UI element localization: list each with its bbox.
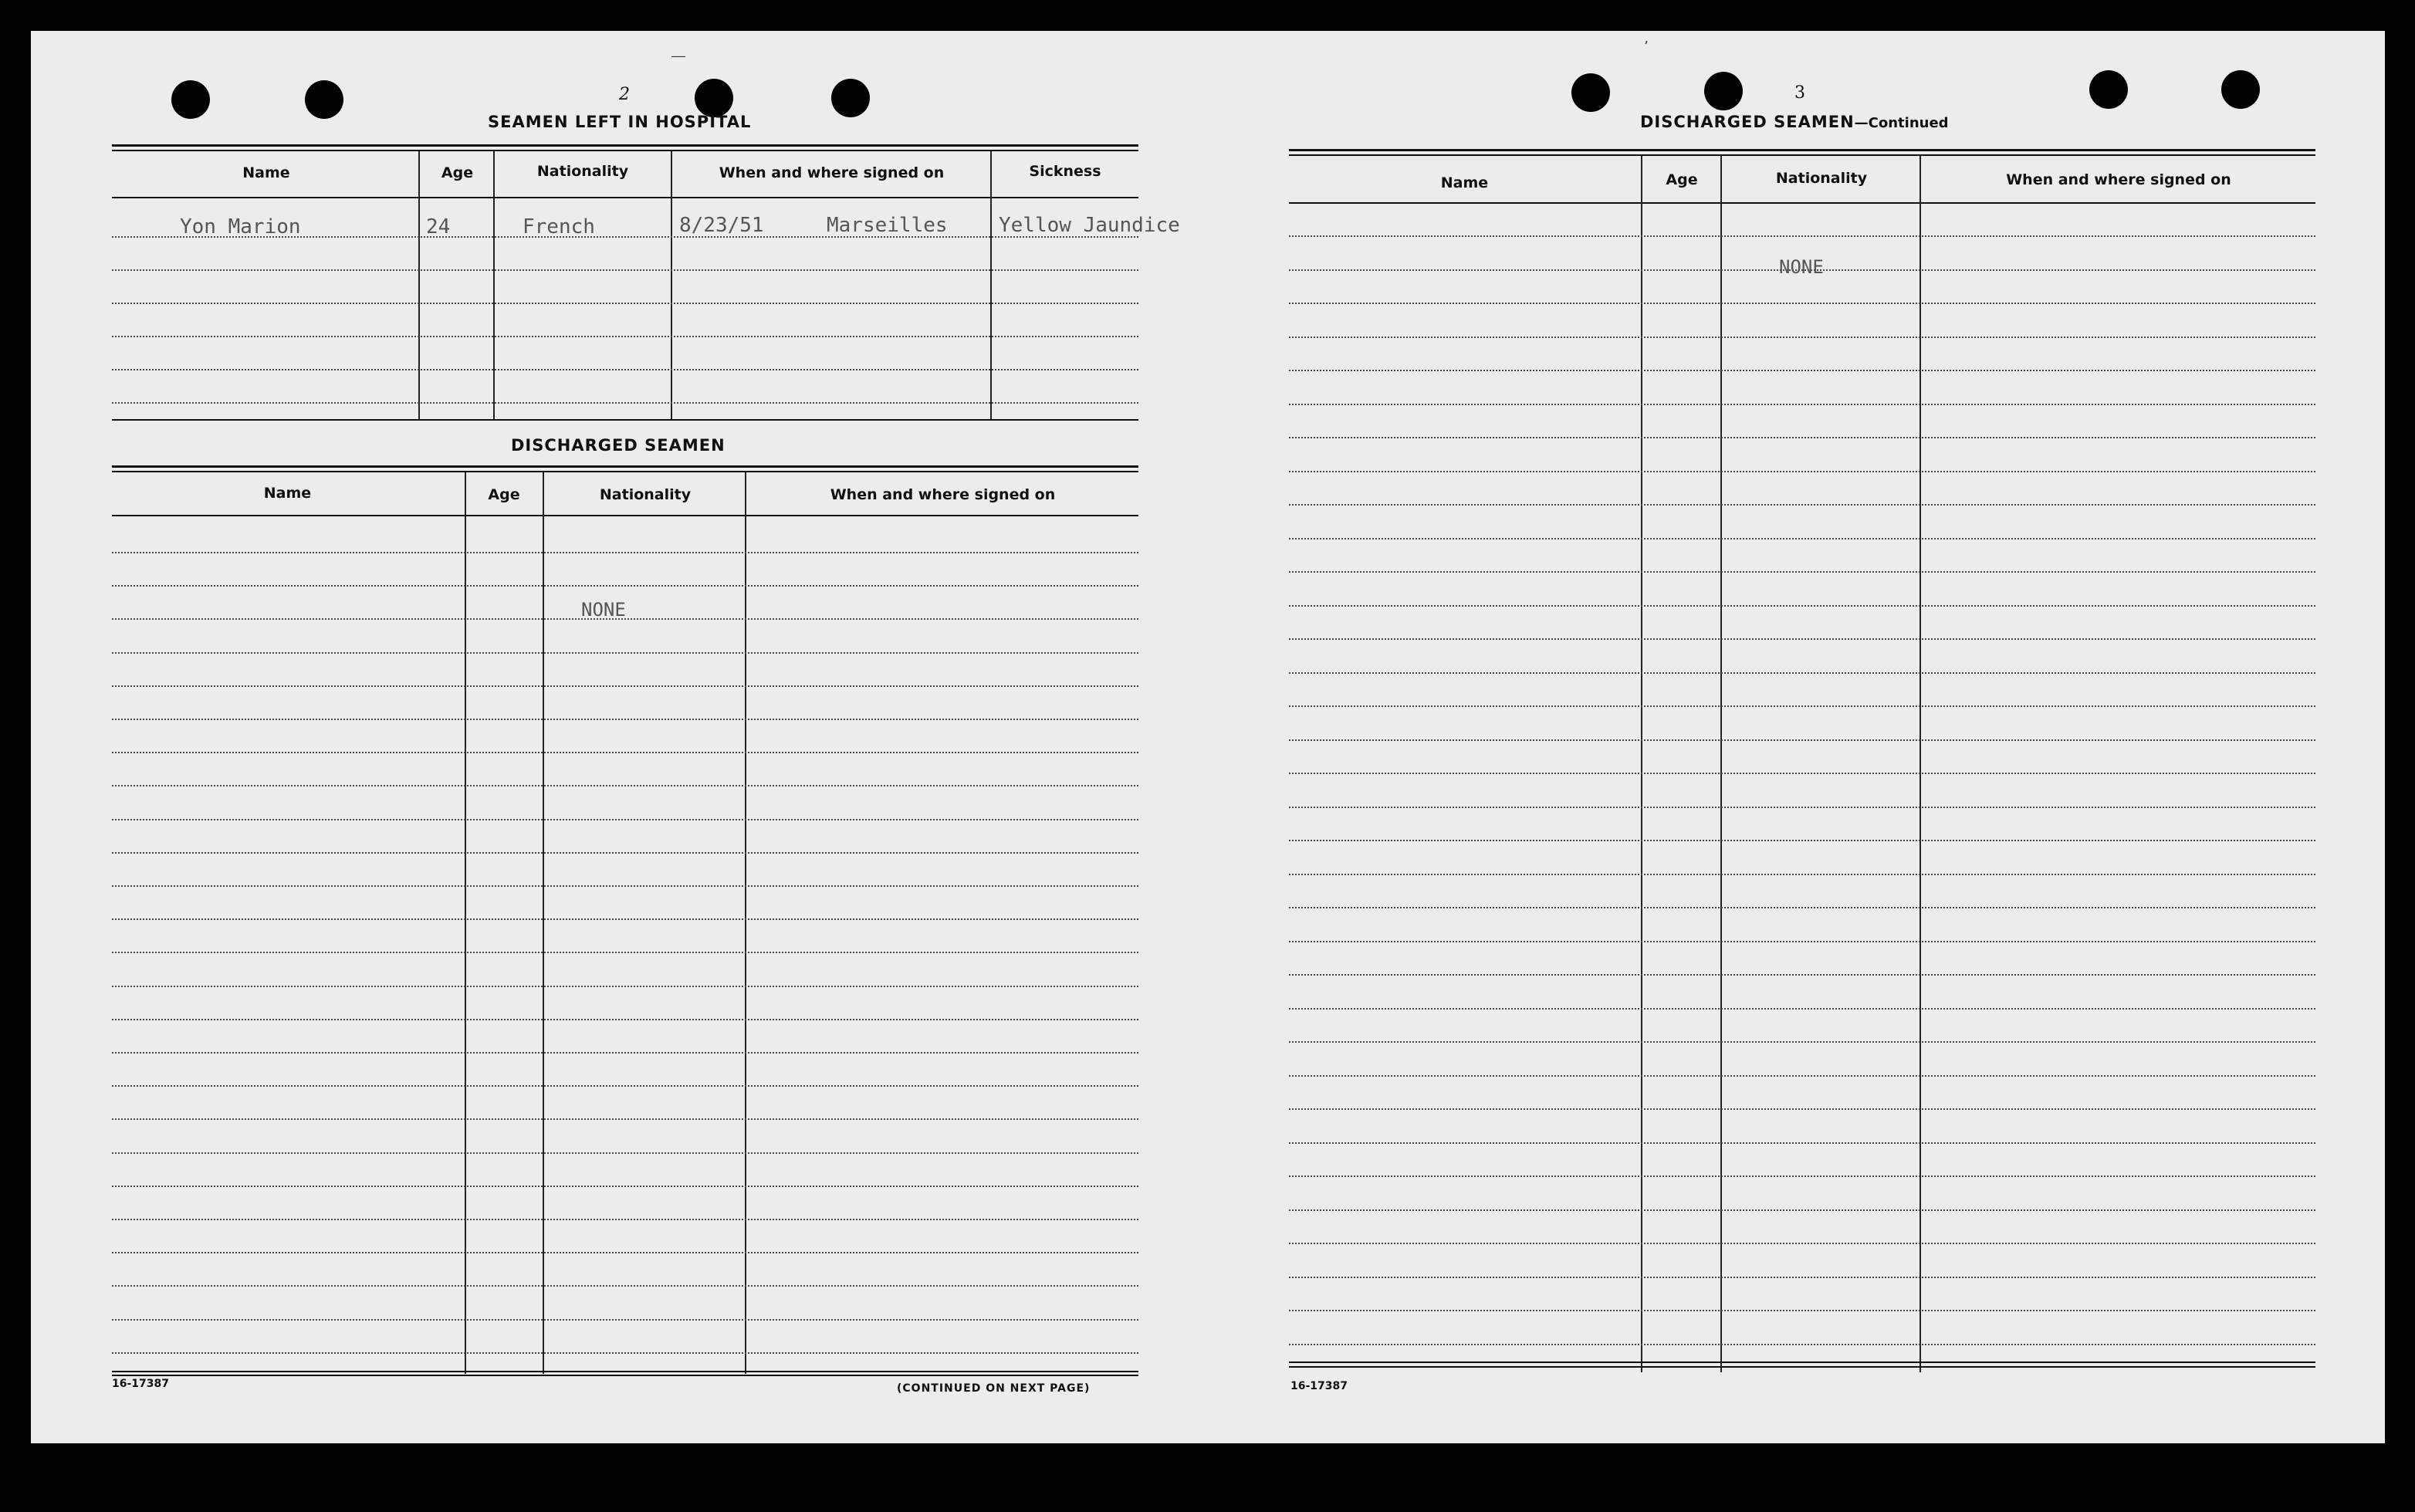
ruled-line xyxy=(112,1252,1138,1253)
ruled-line xyxy=(112,369,1138,370)
punch-hole xyxy=(1704,72,1743,110)
ruled-line xyxy=(1289,303,2315,304)
punch-hole xyxy=(1571,73,1610,112)
table-bottom-rule xyxy=(1289,1366,2315,1368)
ruled-line xyxy=(1289,1277,2315,1278)
form-sheet xyxy=(31,31,2385,1443)
page-number-right: 3 xyxy=(1794,83,1805,103)
entry-nationality: French xyxy=(523,215,595,238)
ruled-line xyxy=(1289,1041,2315,1043)
ruled-line xyxy=(112,952,1138,953)
ruled-line xyxy=(1289,705,2315,707)
entry-date: 8/23/51 xyxy=(679,214,764,237)
col-header-age: Age xyxy=(1666,171,1698,188)
table-top-rule xyxy=(112,144,1138,147)
col-header-sickness: Sickness xyxy=(1029,163,1101,180)
ruled-line xyxy=(112,819,1138,820)
table-bottom-rule xyxy=(112,419,1138,421)
ruled-line xyxy=(112,1352,1138,1354)
right-title-main: DISCHARGED SEAMEN xyxy=(1640,113,1855,131)
ruled-line xyxy=(1289,1209,2315,1211)
ruled-line xyxy=(112,1085,1138,1087)
ruled-line xyxy=(1289,605,2315,607)
entry-place: Marseilles xyxy=(827,214,948,237)
column-divider xyxy=(671,151,672,420)
column-divider xyxy=(1919,156,1921,1372)
col-header-name: Name xyxy=(263,485,312,502)
ruled-line xyxy=(1289,974,2315,976)
ruled-line xyxy=(112,1019,1138,1020)
ruled-line xyxy=(1289,638,2315,640)
ruled-line xyxy=(112,1319,1138,1321)
ruled-line xyxy=(1289,1108,2315,1110)
column-divider xyxy=(493,151,495,420)
header-rule xyxy=(112,515,1138,516)
punch-hole xyxy=(305,80,343,119)
ruled-line xyxy=(1289,807,2315,808)
column-divider xyxy=(1720,156,1722,1372)
ruled-line xyxy=(1289,1075,2315,1077)
right-title-suffix: —Continued xyxy=(1854,115,1949,131)
entry-name: Yon Marion xyxy=(180,215,301,238)
table-bottom-rule xyxy=(112,1371,1138,1372)
entry-age: 24 xyxy=(426,215,451,238)
ruled-line xyxy=(112,752,1138,753)
form-number-left: 16-17387 xyxy=(112,1378,169,1390)
ruled-line xyxy=(112,269,1138,271)
ruled-line xyxy=(1289,1344,2315,1345)
punch-hole xyxy=(2221,70,2260,109)
ruled-line xyxy=(112,336,1138,337)
ruled-line xyxy=(1289,404,2315,405)
ruled-line xyxy=(112,303,1138,304)
table-bottom-rule xyxy=(112,1375,1138,1376)
ruled-line xyxy=(1289,1175,2315,1177)
ruled-line xyxy=(1289,874,2315,875)
ruled-line xyxy=(1289,504,2315,506)
ruled-line xyxy=(112,1052,1138,1054)
ruled-line xyxy=(1289,1008,2315,1010)
table-top-rule xyxy=(112,465,1138,468)
stray-mark: ― xyxy=(671,48,685,64)
stray-mark: ’ xyxy=(1644,39,1649,55)
ruled-line xyxy=(1289,538,2315,540)
ruled-line xyxy=(1289,1310,2315,1311)
ruled-line xyxy=(1289,1142,2315,1144)
discharged-entry-none: NONE xyxy=(581,599,626,621)
page-number-left: 2 xyxy=(619,85,630,104)
ruled-line xyxy=(1289,773,2315,774)
ruled-line xyxy=(1289,471,2315,472)
table-top-rule xyxy=(112,471,1138,472)
ruled-line xyxy=(1289,907,2315,908)
ruled-line xyxy=(112,785,1138,786)
entry-sickness: Yellow Jaundice xyxy=(999,214,1180,237)
punch-hole xyxy=(831,79,870,117)
column-divider xyxy=(990,151,992,420)
ruled-line xyxy=(1289,840,2315,841)
right-section-title xyxy=(1640,113,1949,131)
ruled-line xyxy=(112,685,1138,687)
ruled-line xyxy=(112,552,1138,553)
column-divider xyxy=(1641,156,1642,1372)
column-divider xyxy=(543,472,544,1374)
col-header-when-where: When and where signed on xyxy=(830,486,1056,503)
ruled-line xyxy=(1289,235,2315,237)
ruled-line xyxy=(1289,941,2315,942)
col-header-when-where: When and where signed on xyxy=(719,164,945,181)
column-divider xyxy=(745,472,746,1374)
col-header-name: Name xyxy=(1440,174,1489,191)
table-bottom-rule xyxy=(1289,1361,2315,1363)
ruled-line xyxy=(112,1152,1138,1154)
col-header-nationality: Nationality xyxy=(1775,170,1868,187)
ruled-line xyxy=(112,1285,1138,1287)
ruled-line xyxy=(112,1118,1138,1120)
ruled-line xyxy=(1289,437,2315,438)
ruled-line xyxy=(1289,739,2315,741)
table-top-rule xyxy=(1289,149,2315,151)
header-rule xyxy=(1289,202,2315,204)
col-header-when-where: When and where signed on xyxy=(2006,171,2231,188)
punch-hole xyxy=(171,80,210,119)
discharged-section-title: DISCHARGED SEAMEN xyxy=(511,436,726,455)
col-header-age: Age xyxy=(441,164,474,181)
ruled-line xyxy=(112,1219,1138,1220)
col-header-age: Age xyxy=(488,486,520,503)
punch-hole xyxy=(2089,70,2128,109)
col-header-nationality: Nationality xyxy=(536,163,629,180)
continued-note: (CONTINUED ON NEXT PAGE) xyxy=(897,1382,1091,1395)
punch-hole xyxy=(695,79,733,117)
column-divider xyxy=(465,472,466,1374)
table-top-rule xyxy=(112,150,1138,151)
col-header-nationality: Nationality xyxy=(599,486,692,503)
table-top-rule xyxy=(1289,154,2315,156)
ruled-line xyxy=(112,852,1138,854)
ruled-line xyxy=(1289,337,2315,338)
right-entry-none: NONE xyxy=(1779,256,1824,278)
form-number-right: 16-17387 xyxy=(1290,1380,1348,1392)
ruled-line xyxy=(112,652,1138,654)
header-rule xyxy=(112,197,1138,198)
ruled-line xyxy=(112,719,1138,720)
ruled-line xyxy=(1289,370,2315,371)
ruled-line xyxy=(1289,672,2315,674)
col-header-name: Name xyxy=(242,164,290,181)
ruled-line xyxy=(112,402,1138,404)
ruled-line xyxy=(112,986,1138,987)
ruled-line xyxy=(112,918,1138,920)
ruled-line xyxy=(112,585,1138,587)
column-divider xyxy=(418,151,420,420)
ruled-line xyxy=(1289,571,2315,573)
hospital-section-title: SEAMEN LEFT IN HOSPITAL xyxy=(488,113,752,131)
ruled-line xyxy=(112,1186,1138,1187)
ruled-line xyxy=(1289,1243,2315,1244)
ruled-line xyxy=(112,885,1138,887)
